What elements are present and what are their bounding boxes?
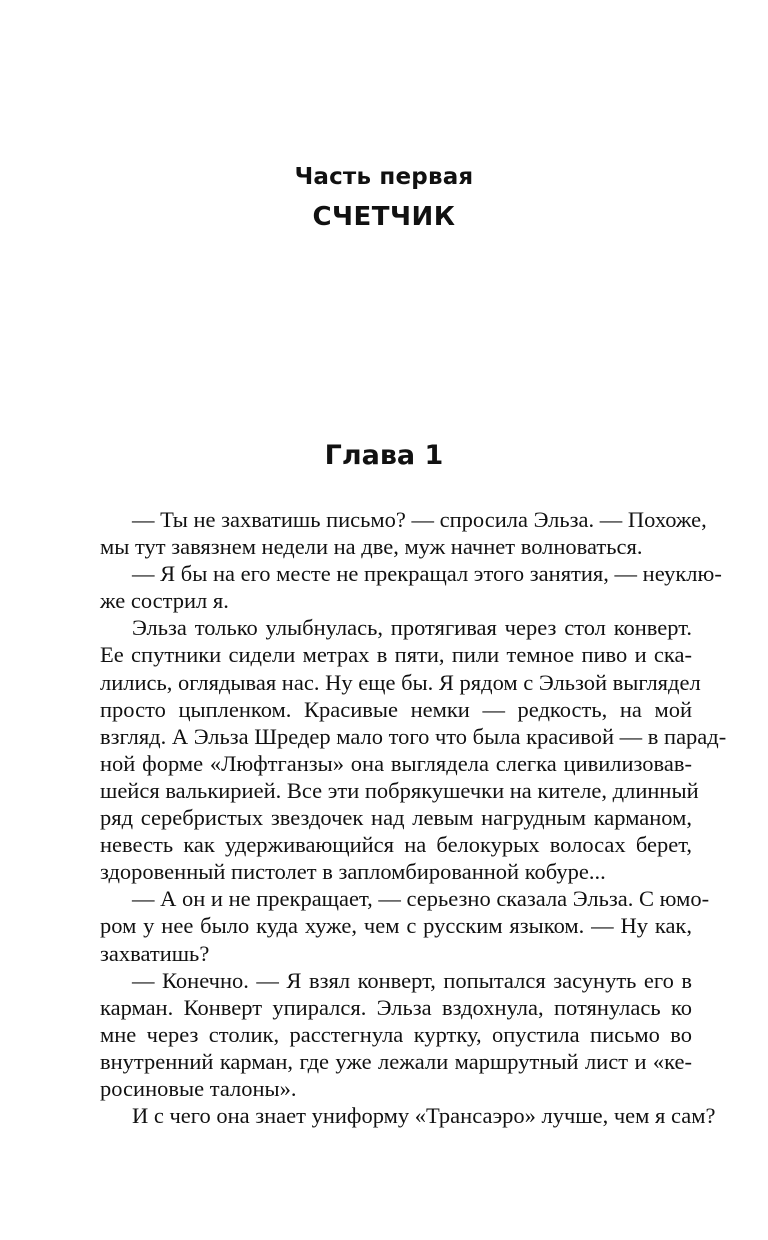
text-line: внутренний карман, где уже лежали маршрутный лист и «ке-: [100, 1048, 692, 1074]
text-line: просто цыпленком. Красивые немки — редкость, на мой: [100, 696, 692, 722]
chapter-body-text: [100, 506, 727, 1129]
text-line: невесть как удерживающийся на белокурых волосах берет,: [100, 832, 692, 858]
text-line: захватишь?: [100, 940, 210, 966]
text-line: взгляд. А Эльза Шредер мало того что была красивой — в парад-: [100, 723, 727, 749]
part-title: СЧЕТЧИК: [312, 202, 456, 232]
text-line: мы тут завязнем недели на две, муж начнет волноваться.: [100, 534, 643, 560]
paragraph: [100, 614, 727, 885]
text-line: ряд серебристых звездочек над левым нагрудным карманом,: [100, 805, 692, 831]
text-line: шейся валькирией. Все эти побрякушечки на кителе, длинный: [100, 777, 699, 803]
text-line: Ее спутники сидели метрах в пяти, пили темное пиво и ска-: [100, 642, 692, 668]
text-line: — Я бы на его месте не прекращал этого занятия, — неуклю-: [132, 561, 722, 587]
text-line: — Ты не захватишь письмо? — спросила Эльза. — Похоже,: [132, 507, 707, 532]
paragraph: [100, 885, 710, 966]
text-line: — Конечно. — Я взял конверт, попытался засунуть его в: [132, 967, 692, 993]
paragraph: [100, 1102, 716, 1129]
paragraph: [100, 967, 692, 1102]
text-line: И с чего она знает униформу «Трансаэро» лучше, чем я сам?: [132, 1103, 716, 1129]
text-line: ром у нее было куда хуже, чем с русским языком. — Ну как,: [100, 913, 692, 939]
text-line: Эльза только улыбнулась, протягивая через стол конверт.: [132, 615, 692, 641]
text-line: — А он и не прекращает, — серьезно сказала Эльза. С юмо-: [132, 886, 710, 912]
text-line: карман. Конверт упирался. Эльза вздохнула, потянулась ко: [100, 994, 692, 1020]
paragraph: [100, 560, 722, 614]
paragraph: [100, 506, 707, 560]
text-line: росиновые талоны».: [100, 1075, 297, 1101]
text-line: же сострил я.: [100, 588, 229, 614]
text-line: мне через столик, расстегнула куртку, опустила письмо во: [100, 1021, 692, 1047]
part-label: Часть первая: [294, 164, 474, 190]
chapter-title: Глава 1: [324, 440, 444, 471]
text-line: ной форме «Люфтганзы» она выглядела слегка цивилизовав-: [100, 750, 692, 776]
text-line: здоровенный пистолет в запломбированной кобуре...: [100, 859, 606, 885]
text-line: лились, оглядывая нас. Ну еще бы. Я рядом с Эльзой выглядел: [100, 669, 701, 695]
